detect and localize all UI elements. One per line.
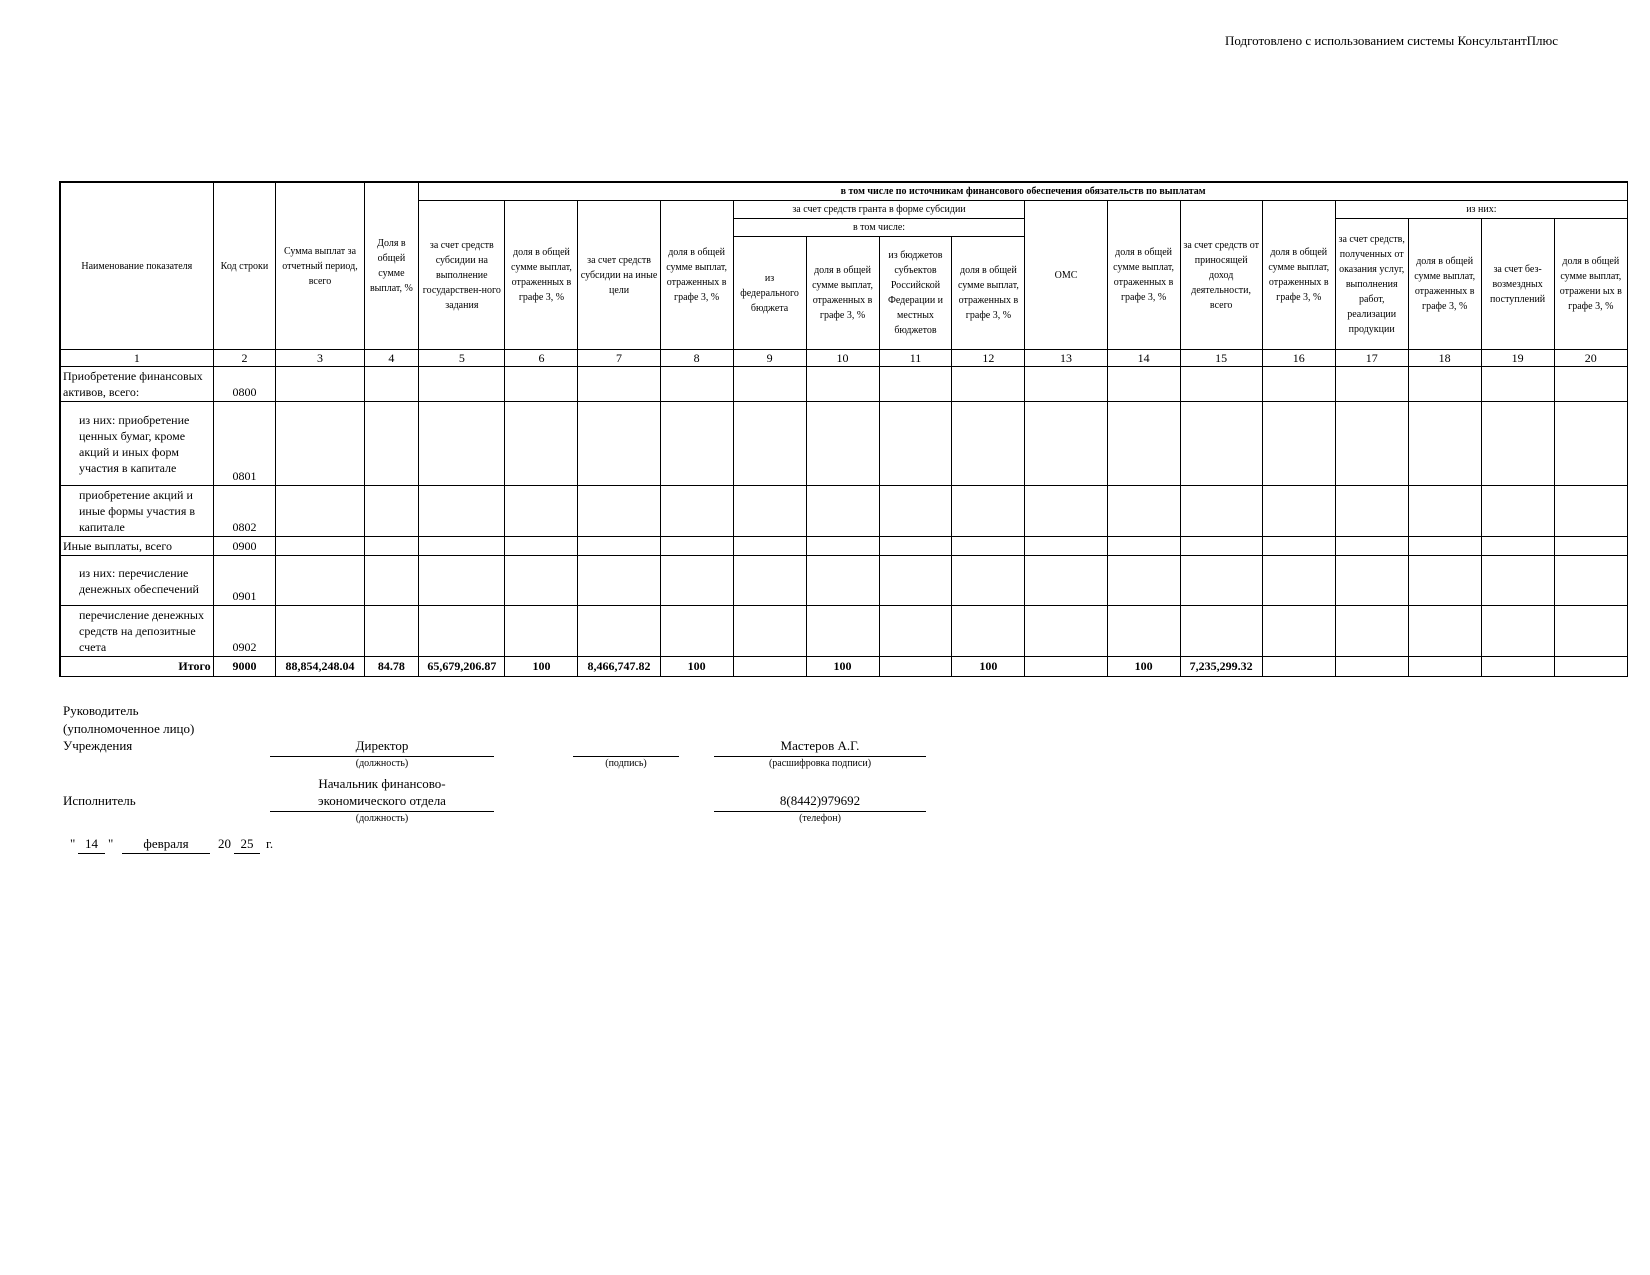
- position-line: [270, 756, 494, 757]
- table-row: [60, 367, 1628, 402]
- total-col14: 100: [1107, 657, 1180, 677]
- table-row: [60, 537, 1628, 556]
- header-col7: за счет средств субсидии на иные цели: [578, 201, 660, 350]
- total-col3: 88,854,248.04: [276, 657, 364, 677]
- decode-line: [714, 756, 926, 757]
- row-name: из них: приобретение ценных бумаг, кроме акций и иных форм участия в капитале: [60, 402, 213, 486]
- header-col18: доля в общей сумме выплат, отраженных в графе 3, %: [1408, 219, 1481, 350]
- column-numbers-row: [60, 350, 1628, 367]
- col-number: 18: [1408, 350, 1481, 367]
- position-value: Директор: [355, 738, 409, 753]
- col-number: 4: [364, 350, 418, 367]
- report-table: [59, 181, 1628, 677]
- table-row: [60, 556, 1628, 606]
- row-code: 0800: [213, 367, 276, 402]
- row-name: Иные выплаты, всего: [60, 537, 213, 556]
- signature-line: [573, 756, 679, 757]
- total-col4: 84.78: [364, 657, 418, 677]
- signature-caption: (подпись): [605, 758, 647, 769]
- col-number: 5: [419, 350, 505, 367]
- phone-caption: (телефон): [799, 813, 841, 824]
- date-century: 20: [218, 836, 231, 851]
- col-number: 19: [1481, 350, 1554, 367]
- phone-line: [714, 811, 926, 812]
- header-sum: Сумма выплат за отчетный период, всего: [276, 182, 364, 350]
- header-col6: доля в общей сумме выплат, отраженных в графе 3, %: [505, 201, 578, 350]
- header-col14: доля в общей сумме выплат, отраженных в графе 3, %: [1107, 201, 1180, 350]
- col-number: 8: [660, 350, 733, 367]
- col-number: 7: [578, 350, 660, 367]
- row-code: 0802: [213, 486, 276, 537]
- row-code: 0901: [213, 556, 276, 606]
- col-number: 9: [733, 350, 806, 367]
- phone-value: 8(8442)979692: [779, 793, 861, 808]
- consultant-note: Подготовлено с использованием системы КонсультантПлюс: [1224, 33, 1558, 48]
- date-month: февраля: [143, 836, 189, 851]
- total-col8: 100: [660, 657, 733, 677]
- col-number: 16: [1262, 350, 1335, 367]
- col-number: 1: [60, 350, 213, 367]
- decode-caption: (расшифровка подписи): [768, 758, 872, 769]
- total-col12: 100: [952, 657, 1025, 677]
- total-row: [60, 657, 1628, 677]
- col-number: 13: [1025, 350, 1107, 367]
- total-col6: 100: [505, 657, 578, 677]
- col-number: 10: [806, 350, 879, 367]
- row-name: приобретение акций и иные формы участия в капитале: [60, 486, 213, 537]
- row-name: перечисление денежных средств на депозитные счета: [60, 606, 213, 657]
- total-col7: 8,466,747.82: [578, 657, 660, 677]
- head-label-2: (уполномоченное лицо): [63, 721, 195, 736]
- header-col10: доля в общей сумме выплат, отраженных в графе 3, %: [806, 237, 879, 350]
- header-col16: доля в общей сумме выплат, отраженных в графе 3, %: [1262, 201, 1335, 350]
- col-number: 20: [1554, 350, 1627, 367]
- header-col15: за счет средств от приносящей доход деятельности, всего: [1180, 201, 1262, 350]
- report-table-wrap: [59, 181, 1622, 681]
- header-col17: за счет средств, полученных от оказания услуг, выполнения работ, реализации продукции: [1335, 219, 1408, 350]
- head-label-1: Руководитель: [63, 703, 139, 718]
- row-name: из них: перечисление денежных обеспечений: [60, 556, 213, 606]
- executor-position-line2: экономического отдела: [318, 793, 446, 808]
- head-label-3: Учреждения: [63, 738, 133, 753]
- total-code: 9000: [213, 657, 276, 677]
- header-col11: из бюджетов субъектов Российской Федерации и местных бюджетов: [879, 237, 952, 350]
- col-number: 3: [276, 350, 364, 367]
- table-row: [60, 402, 1628, 486]
- header-of-them: из них:: [1335, 201, 1627, 219]
- date-quote-open: ": [70, 836, 76, 851]
- total-col15: 7,235,299.32: [1180, 657, 1262, 677]
- date-day-line: [78, 853, 105, 854]
- header-col8: доля в общей сумме выплат, отраженных в графе 3, %: [660, 201, 733, 350]
- header-col19: за счет без-возмездных поступлений: [1481, 219, 1554, 350]
- header-sources: в том числе по источникам финансового обеспечения обязательств по выплатам: [419, 182, 1628, 201]
- row-name: Приобретение финансовых активов, всего:: [60, 367, 213, 402]
- date-suffix: г.: [266, 836, 274, 851]
- header-col9: из федерального бюджета: [733, 237, 806, 350]
- executor-label: Исполнитель: [63, 793, 136, 808]
- date-day: 14: [85, 836, 98, 851]
- header-grant: за счет средств гранта в форме субсидии: [733, 201, 1025, 219]
- col-number: 12: [952, 350, 1025, 367]
- row-code: 0801: [213, 402, 276, 486]
- date-month-line: [122, 853, 210, 854]
- total-col5: 65,679,206.87: [419, 657, 505, 677]
- header-col20: доля в общей сумме выплат, отражени ых в графе 3, %: [1554, 219, 1627, 350]
- header-col5: за счет средств субсидии на выполнение государствен-ного задания: [419, 201, 505, 350]
- header-including: в том числе:: [733, 219, 1025, 237]
- date-quote-close: ": [108, 836, 114, 851]
- decode-value: Мастеров А.Г.: [780, 738, 860, 753]
- date-year: 25: [240, 836, 254, 851]
- col-number: 11: [879, 350, 952, 367]
- row-code: 0900: [213, 537, 276, 556]
- col-number: 2: [213, 350, 276, 367]
- executor-position-line1: Начальник финансово-: [318, 776, 446, 791]
- col-number: 6: [505, 350, 578, 367]
- header-share: Доля в общей сумме выплат, %: [364, 182, 418, 350]
- header-code: Код строки: [213, 182, 276, 350]
- col-number: 17: [1335, 350, 1408, 367]
- total-label: Итого: [60, 657, 213, 677]
- header-col12: доля в общей сумме выплат, отраженных в графе 3, %: [952, 237, 1025, 350]
- table-row: [60, 486, 1628, 537]
- row-code: 0902: [213, 606, 276, 657]
- total-col10: 100: [806, 657, 879, 677]
- col-number: 14: [1107, 350, 1180, 367]
- col-number: 15: [1180, 350, 1262, 367]
- header-name: Наименование показателя: [60, 182, 213, 350]
- date-year-line: [234, 853, 260, 854]
- position-caption: (должность): [355, 758, 409, 769]
- header-col13: ОМС: [1025, 201, 1107, 350]
- table-row: [60, 606, 1628, 657]
- executor-position-underline: [270, 811, 494, 812]
- executor-position-caption: (должность): [355, 813, 409, 824]
